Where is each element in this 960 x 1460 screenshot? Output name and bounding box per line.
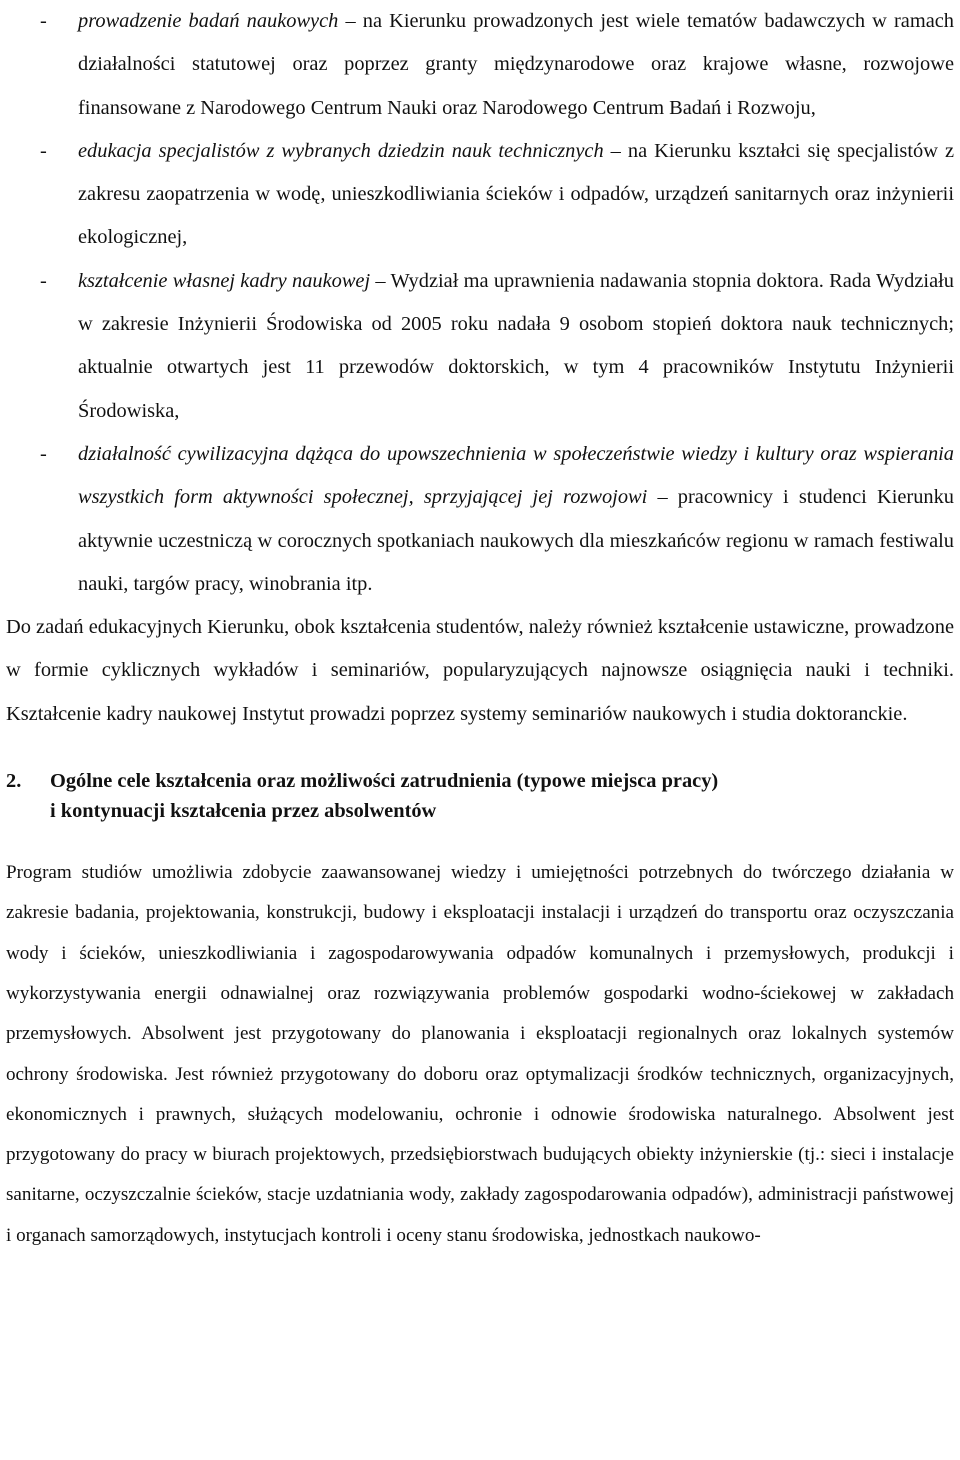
bullet-item-education: - edukacja specjalistów z wybranych dziedzin nauk technicznych – na Kierunku kształci się specjalistów z zakresu zaopatrzenia w wodę, unieszkodliwiania ścieków i odpadów, urządzeń sanitarnych oraz inżynierii ekologicznej, (6, 130, 954, 260)
bullet-text: Wydział ma uprawnienia nadawania stopnia doktora. Rada Wydziału w zakresie Inżynierii Środowiska od 2005 roku nadała 9 osobom stopień doktora nauk technicznych; aktualnie otwartych jest 11 przewodów doktorskich, w tym 4 pracowników Instytutu Inżynierii Środowiska, (78, 269, 954, 422)
bullet-text: na Kierunku prowadzonych jest wiele tematów badawczych w ramach działalności statutowej oraz poprzez granty międzynarodowe oraz krajowe własne, rozwojowe finansowane z Narodowego Centrum Nauki oraz Narodowego Centrum Badań i Rozwoju, (78, 10, 954, 119)
bullet-dash: - (40, 442, 47, 465)
bullet-list (6, 0, 954, 606)
bullet-lead: kształcenie własnej kadry naukowej (78, 269, 371, 292)
section-heading (6, 766, 954, 826)
bullet-dash: - (40, 139, 47, 162)
bullet-lead: edukacja specjalistów z wybranych dziedzin nauk technicznych (78, 139, 604, 162)
section-number: 2. (6, 770, 22, 793)
bullet-text: pracownicy i studenci Kierunku aktywnie uczestniczą w corocznych spotkaniach naukowych dla mieszkańców regionu w ramach festiwalu nauki, targów pracy, winobrania itp. (78, 486, 954, 595)
bullet-item-staff: - kształcenie własnej kadry naukowej – Wydział ma uprawnienia nadawania stopnia doktora. Rada Wydziału w zakresie Inżynierii Środowiska od 2005 roku nadała 9 osobom stopień doktora nauk technicznych; aktualnie otwartych jest 11 przewodów doktorskich, w tym 4 pracowników Instytutu Inżynierii Środowiska, (6, 260, 954, 433)
bullet-lead: prowadzenie badań naukowych (78, 10, 339, 32)
bullet-dash: - (40, 10, 47, 32)
section-title-line-1: Ogólne cele kształcenia oraz możliwości zatrudnienia (typowe miejsca pracy) (50, 770, 719, 793)
bullet-text: na Kierunku kształci się specjalistów z zakresu zaopatrzenia w wodę, unieszkodliwiania ścieków i odpadów, urządzeń sanitarnych oraz inżynierii ekologicznej, (78, 139, 955, 249)
bullet-lead: działalność cywilizacyjna dążąca do upowszechnienia w społeczeństwie wiedzy i kultury oraz wspierania wszystkich form aktywności społecznej, sprzyjającej jej rozwojowi (78, 442, 954, 509)
bullet-dash: - (40, 269, 47, 292)
section-title-line-2: i kontynuacji kształcenia przez absolwentów (50, 800, 437, 823)
program-paragraph: Program studiów umożliwia zdobycie zaawansowanej wiedzy i umiejętności potrzebnych do twórczego działania w zakresie badania, projektowania, konstrukcji, budowy i eksploatacji instalacji i urządzeń do transportu oraz oczyszczania wody i ścieków, unieszkodliwiania i zagospodarowywania odpadów komunalnych i przemysłowych, produkcji i wykorzystywania energii odnawialnej oraz rozwiązywania problemów gospodarki wodno-ściekowej w zakładach przemysłowych. Absolwent jest przygotowany do planowania i eksploatacji regionalnych oraz lokalnych systemów ochrony środowiska. Jest również przygotowany do doboru oraz optymalizacji środków technicznych, organizacyjnych, ekonomicznych i prawnych, służących modelowaniu, ochronie i odnowie środowiska naturalnego. Absolwent jest przygotowany do pracy w biurach projektowych, przedsiębiorstwach budujących obiekty inżynierskie (tj.: sieci i instalacje sanitarne, oczyszczalnie ścieków, stacje uzdatniania wody, zakłady zagospodarowania odpadów), administracji państwowej i organach samorządowych, instytucjach kontroli i oceny stanu środowiska, jednostkach naukowo- (6, 862, 954, 1246)
bullet-item-research: - prowadzenie badań naukowych – na Kierunku prowadzonych jest wiele tematów badawczych w ramach działalności statutowej oraz poprzez granty międzynarodowe oraz krajowe własne, rozwojowe finansowane z Narodowego Centrum Nauki oraz Narodowego Centrum Badań i Rozwoju, (6, 0, 954, 130)
bullet-item-civilization: - działalność cywilizacyjna dążąca do upowszechnienia w społeczeństwie wiedzy i kultury oraz wspierania wszystkich form aktywności społecznej, sprzyjającej jej rozwojowi – pracownicy i studenci Kierunku aktywnie uczestniczą w corocznych spotkaniach naukowych dla mieszkańców regionu w ramach festiwalu nauki, targów pracy, winobrania itp. (6, 433, 954, 606)
education-paragraph: Do zadań edukacyjnych Kierunku, obok kształcenia studentów, należy również kształcenie ustawiczne, prowadzone w formie cyklicznych wykładów i seminariów, popularyzujących najnowsze osiągnięcia nauki i techniki. Kształcenie kadry naukowej Instytut prowadzi poprzez systemy seminariów naukowych i studia doktoranckie. (6, 616, 954, 725)
